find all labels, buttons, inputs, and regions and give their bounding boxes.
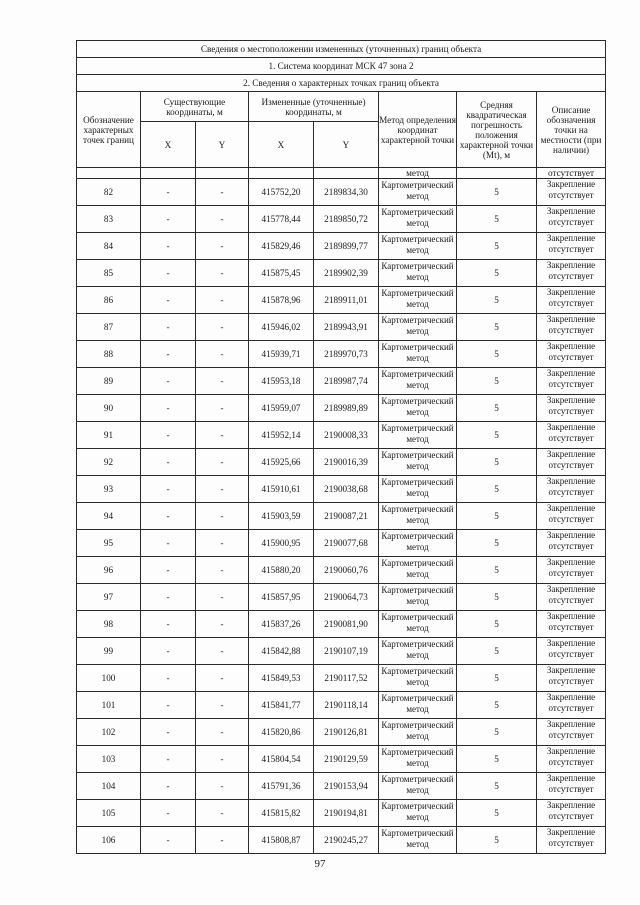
y-coordinate-cell: 2190038,68	[314, 476, 379, 503]
x-coordinate-cell: 415837,26	[249, 611, 314, 638]
existing-x-cell: -	[141, 368, 196, 395]
x-coordinate-cell: 415849,53	[249, 665, 314, 692]
y-coordinate-cell: 2190016,39	[314, 449, 379, 476]
existing-y-cell: -	[196, 638, 249, 665]
accuracy-cell: 5	[457, 611, 537, 638]
table-title: Сведения о местоположении измененных (уточненных) границ объекта	[77, 41, 606, 58]
accuracy-cell: 5	[457, 179, 537, 206]
existing-y-cell: -	[196, 746, 249, 773]
y-coordinate-cell: 2190194,81	[314, 800, 379, 827]
existing-x-cell: -	[141, 206, 196, 233]
accuracy-cell: 5	[457, 719, 537, 746]
accuracy-cell: 5	[457, 422, 537, 449]
description-cell: Закрепление отсутствует	[537, 530, 606, 557]
y-coordinate-cell: 2190245,27	[314, 827, 379, 854]
existing-x-cell: -	[141, 314, 196, 341]
point-id-cell: 103	[77, 746, 141, 773]
existing-y-cell: -	[196, 584, 249, 611]
description-cell: Закрепление отсутствует	[537, 422, 606, 449]
existing-y-cell: -	[196, 611, 249, 638]
x-coordinate-cell: 415808,87	[249, 827, 314, 854]
existing-x-cell: -	[141, 503, 196, 530]
accuracy-cell: 5	[457, 692, 537, 719]
method-cell: Картометрический метод	[379, 260, 457, 287]
y-coordinate-cell: 2190117,52	[314, 665, 379, 692]
accuracy-cell: 5	[457, 746, 537, 773]
point-id-cell: 97	[77, 584, 141, 611]
point-id-cell: 85	[77, 260, 141, 287]
description-cell: Закрепление отсутствует	[537, 368, 606, 395]
accuracy-cell: 5	[457, 773, 537, 800]
point-id-cell: 95	[77, 530, 141, 557]
x-coordinate-cell: 415910,61	[249, 476, 314, 503]
table-row	[77, 287, 606, 314]
existing-x-cell: -	[141, 719, 196, 746]
x-coordinate-cell: 415820,86	[249, 719, 314, 746]
y-coordinate-cell: 2189902,39	[314, 260, 379, 287]
table-row	[77, 827, 606, 854]
description-cell: Закрепление отсутствует	[537, 449, 606, 476]
existing-y-cell: -	[196, 719, 249, 746]
method-cell: Картометрический метод	[379, 341, 457, 368]
coordinates-table	[76, 40, 606, 854]
existing-y-cell: -	[196, 179, 249, 206]
existing-y-cell: -	[196, 287, 249, 314]
table-row	[77, 260, 606, 287]
accuracy-cell: 5	[457, 449, 537, 476]
description-cell: Закрепление отсутствует	[537, 692, 606, 719]
accuracy-cell: 5	[457, 260, 537, 287]
method-cell: Картометрический метод	[379, 314, 457, 341]
point-id-cell: 86	[77, 287, 141, 314]
y-coordinate-cell: 2189989,89	[314, 395, 379, 422]
table-row	[77, 611, 606, 638]
method-cell: Картометрический метод	[379, 476, 457, 503]
y-coordinate-cell: 2189987,74	[314, 368, 379, 395]
y-coordinate-cell: 2190118,14	[314, 692, 379, 719]
accuracy-cell: 5	[457, 665, 537, 692]
x-coordinate-cell: 415841,77	[249, 692, 314, 719]
y-coordinate-cell: 2189899,77	[314, 233, 379, 260]
existing-y-cell: -	[196, 530, 249, 557]
accuracy-cell: 5	[457, 341, 537, 368]
x-coordinate-cell: 415878,96	[249, 287, 314, 314]
x-coordinate-cell: 415880,20	[249, 557, 314, 584]
accuracy-cell: 5	[457, 395, 537, 422]
method-cell: Картометрический метод	[379, 449, 457, 476]
accuracy-cell: 5	[457, 638, 537, 665]
existing-x-cell: -	[141, 638, 196, 665]
existing-x-cell: -	[141, 773, 196, 800]
existing-y-cell: -	[196, 557, 249, 584]
existing-x-cell: -	[141, 422, 196, 449]
col-existing-header: Существующие координаты, м	[141, 92, 249, 122]
description-cell: Закрепление отсутствует	[537, 179, 606, 206]
point-id-cell: 101	[77, 692, 141, 719]
y-coordinate-cell: 2190077,68	[314, 530, 379, 557]
method-cell: Картометрический метод	[379, 368, 457, 395]
point-id-cell: 99	[77, 638, 141, 665]
method-cell: Картометрический метод	[379, 179, 457, 206]
existing-y-header: Y	[196, 122, 249, 168]
description-cell: Закрепление отсутствует	[537, 395, 606, 422]
point-id-cell: 100	[77, 665, 141, 692]
method-cell: Картометрический метод	[379, 611, 457, 638]
description-cell: Закрепление отсутствует	[537, 503, 606, 530]
existing-x-cell: -	[141, 530, 196, 557]
accuracy-cell: 5	[457, 557, 537, 584]
existing-x-cell: -	[141, 476, 196, 503]
table-row	[77, 233, 606, 260]
point-id-cell: 84	[77, 233, 141, 260]
method-cell: Картометрический метод	[379, 827, 457, 854]
x-coordinate-cell: 415939,71	[249, 341, 314, 368]
y-coordinate-cell: 2190081,90	[314, 611, 379, 638]
col-accuracy-header: Средняя квадратическая погрешность положения характерной точки (Mt), м	[457, 92, 537, 168]
x-coordinate-cell: 415952,14	[249, 422, 314, 449]
method-cell: Картометрический метод	[379, 287, 457, 314]
existing-y-cell: -	[196, 233, 249, 260]
existing-x-cell: -	[141, 611, 196, 638]
y-coordinate-cell: 2190064,73	[314, 584, 379, 611]
point-id-cell: 105	[77, 800, 141, 827]
point-id-cell: 83	[77, 206, 141, 233]
description-cell: Закрепление отсутствует	[537, 314, 606, 341]
description-cell: Закрепление отсутствует	[537, 341, 606, 368]
existing-y-cell: -	[196, 503, 249, 530]
method-cell: Картометрический метод	[379, 638, 457, 665]
accuracy-cell: 5	[457, 287, 537, 314]
continuation-row	[77, 168, 606, 179]
x-coordinate-cell: 415925,66	[249, 449, 314, 476]
x-coordinate-cell: 415842,88	[249, 638, 314, 665]
existing-x-cell: -	[141, 557, 196, 584]
x-coordinate-cell: 415815,82	[249, 800, 314, 827]
point-id-cell: 102	[77, 719, 141, 746]
method-cell: Картометрический метод	[379, 746, 457, 773]
description-cell: Закрепление отсутствует	[537, 719, 606, 746]
existing-y-cell: -	[196, 800, 249, 827]
point-id-cell: 91	[77, 422, 141, 449]
table-row	[77, 773, 606, 800]
method-cell: Картометрический метод	[379, 395, 457, 422]
existing-x-cell: -	[141, 827, 196, 854]
x-coordinate-cell: 415900,95	[249, 530, 314, 557]
description-cell: Закрепление отсутствует	[537, 665, 606, 692]
table-row	[77, 179, 606, 206]
point-id-cell: 98	[77, 611, 141, 638]
existing-x-cell: -	[141, 800, 196, 827]
accuracy-cell: 5	[457, 206, 537, 233]
accuracy-cell: 5	[457, 368, 537, 395]
table-row	[77, 314, 606, 341]
y-coordinate-cell: 2190129,59	[314, 746, 379, 773]
existing-x-header: X	[141, 122, 196, 168]
x-coordinate-cell: 415946,02	[249, 314, 314, 341]
table-row	[77, 665, 606, 692]
changed-x-header: X	[249, 122, 314, 168]
accuracy-cell: 5	[457, 827, 537, 854]
x-coordinate-cell: 415903,59	[249, 503, 314, 530]
col-description-header: Описание обозначения точки на местности (при наличии)	[537, 92, 606, 168]
y-coordinate-cell: 2190008,33	[314, 422, 379, 449]
point-id-cell: 94	[77, 503, 141, 530]
existing-y-cell: -	[196, 422, 249, 449]
description-cell: Закрепление отсутствует	[537, 584, 606, 611]
existing-y-cell: -	[196, 206, 249, 233]
point-id-cell: 88	[77, 341, 141, 368]
existing-y-cell: -	[196, 773, 249, 800]
table-row	[77, 368, 606, 395]
existing-x-cell: -	[141, 395, 196, 422]
y-coordinate-cell: 2189834,30	[314, 179, 379, 206]
table-row	[77, 719, 606, 746]
accuracy-cell: 5	[457, 584, 537, 611]
existing-y-cell: -	[196, 395, 249, 422]
existing-x-cell: -	[141, 233, 196, 260]
x-coordinate-cell: 415875,45	[249, 260, 314, 287]
point-id-cell: 82	[77, 179, 141, 206]
method-cell: Картометрический метод	[379, 206, 457, 233]
table-row	[77, 503, 606, 530]
existing-y-cell: -	[196, 314, 249, 341]
existing-y-cell: -	[196, 692, 249, 719]
x-coordinate-cell: 415804,54	[249, 746, 314, 773]
changed-y-header: Y	[314, 122, 379, 168]
method-cell: Картометрический метод	[379, 584, 457, 611]
description-cell: Закрепление отсутствует	[537, 233, 606, 260]
description-cell: Закрепление отсутствует	[537, 611, 606, 638]
section-title: 2. Сведения о характерных точках границ объекта	[77, 75, 606, 92]
point-id-cell: 96	[77, 557, 141, 584]
y-coordinate-cell: 2190107,19	[314, 638, 379, 665]
existing-x-cell: -	[141, 665, 196, 692]
method-cell: Картометрический метод	[379, 530, 457, 557]
existing-y-cell: -	[196, 665, 249, 692]
x-coordinate-cell: 415953,18	[249, 368, 314, 395]
table-row	[77, 530, 606, 557]
point-id-cell: 106	[77, 827, 141, 854]
method-cell: Картометрический метод	[379, 557, 457, 584]
x-coordinate-cell: 415857,95	[249, 584, 314, 611]
existing-y-cell: -	[196, 827, 249, 854]
table-row	[77, 638, 606, 665]
table-row	[77, 692, 606, 719]
y-coordinate-cell: 2190060,76	[314, 557, 379, 584]
method-cell: Картометрический метод	[379, 665, 457, 692]
table-row	[77, 395, 606, 422]
y-coordinate-cell: 2190087,21	[314, 503, 379, 530]
description-cell: Закрепление отсутствует	[537, 557, 606, 584]
method-cell: Картометрический метод	[379, 719, 457, 746]
page-number: 97	[314, 858, 326, 870]
col-changed-header: Измененные (уточненные) координаты, м	[249, 92, 379, 122]
table-row	[77, 476, 606, 503]
table-row	[77, 206, 606, 233]
existing-x-cell: -	[141, 179, 196, 206]
method-cell: Картометрический метод	[379, 233, 457, 260]
existing-y-cell: -	[196, 476, 249, 503]
table-row	[77, 422, 606, 449]
existing-x-cell: -	[141, 692, 196, 719]
y-coordinate-cell: 2189850,72	[314, 206, 379, 233]
existing-y-cell: -	[196, 449, 249, 476]
accuracy-cell: 5	[457, 476, 537, 503]
table-row	[77, 341, 606, 368]
point-id-cell: 93	[77, 476, 141, 503]
description-cell: Закрепление отсутствует	[537, 773, 606, 800]
point-id-cell: 89	[77, 368, 141, 395]
accuracy-cell: 5	[457, 800, 537, 827]
existing-y-cell: -	[196, 341, 249, 368]
col-method-header: Метод определения координат характерной точки	[379, 92, 457, 168]
x-coordinate-cell: 415752,20	[249, 179, 314, 206]
method-cell: Картометрический метод	[379, 773, 457, 800]
existing-y-cell: -	[196, 368, 249, 395]
description-cell: Закрепление отсутствует	[537, 827, 606, 854]
x-coordinate-cell: 415791,36	[249, 773, 314, 800]
existing-x-cell: -	[141, 287, 196, 314]
method-cell: Картометрический метод	[379, 503, 457, 530]
existing-y-cell: -	[196, 260, 249, 287]
method-cell: Картометрический метод	[379, 422, 457, 449]
continuation-method: метод	[379, 168, 457, 179]
point-id-cell: 87	[77, 314, 141, 341]
table-row	[77, 746, 606, 773]
x-coordinate-cell: 415829,46	[249, 233, 314, 260]
continuation-description: отсутствует	[537, 168, 606, 179]
point-id-cell: 90	[77, 395, 141, 422]
existing-x-cell: -	[141, 746, 196, 773]
point-id-cell: 92	[77, 449, 141, 476]
table-row	[77, 584, 606, 611]
existing-x-cell: -	[141, 584, 196, 611]
y-coordinate-cell: 2190153,94	[314, 773, 379, 800]
existing-x-cell: -	[141, 341, 196, 368]
description-cell: Закрепление отсутствует	[537, 746, 606, 773]
accuracy-cell: 5	[457, 233, 537, 260]
method-cell: Картометрический метод	[379, 692, 457, 719]
col-designation-header: Обозначение характерных точек границ	[77, 92, 141, 168]
existing-x-cell: -	[141, 449, 196, 476]
x-coordinate-cell: 415959,07	[249, 395, 314, 422]
description-cell: Закрепление отсутствует	[537, 638, 606, 665]
table-row	[77, 557, 606, 584]
description-cell: Закрепление отсутствует	[537, 287, 606, 314]
description-cell: Закрепление отсутствует	[537, 206, 606, 233]
table-row	[77, 449, 606, 476]
y-coordinate-cell: 2189911,01	[314, 287, 379, 314]
description-cell: Закрепление отсутствует	[537, 800, 606, 827]
description-cell: Закрепление отсутствует	[537, 476, 606, 503]
method-cell: Картометрический метод	[379, 800, 457, 827]
y-coordinate-cell: 2189943,91	[314, 314, 379, 341]
coordinate-system: 1. Система координат МСК 47 зона 2	[77, 58, 606, 75]
accuracy-cell: 5	[457, 314, 537, 341]
existing-x-cell: -	[141, 260, 196, 287]
accuracy-cell: 5	[457, 530, 537, 557]
y-coordinate-cell: 2190126,81	[314, 719, 379, 746]
point-id-cell: 104	[77, 773, 141, 800]
table-row	[77, 800, 606, 827]
y-coordinate-cell: 2189970,73	[314, 341, 379, 368]
accuracy-cell: 5	[457, 503, 537, 530]
description-cell: Закрепление отсутствует	[537, 260, 606, 287]
x-coordinate-cell: 415778,44	[249, 206, 314, 233]
